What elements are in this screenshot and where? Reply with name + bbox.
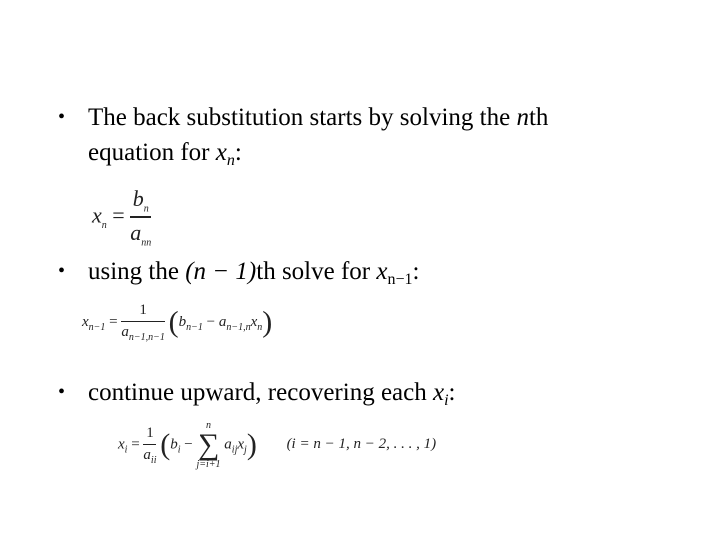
fraction: $\frac{1}{a_{ii}}$ [143,424,157,466]
fraction: $\frac{b_n}{a_{nn}}$ [130,186,152,249]
bullet-3-text: continue upward, recovering each $x_i$: [88,379,456,409]
bullet-marker: • [58,106,66,128]
equation-xn: $x_n$ = $\frac{b_n}{a_{nn}}$ [92,186,152,249]
bullet-marker: • [58,260,66,282]
equation-xi: $x_i$ = $\frac{1}{a_{ii}}$ ($b_i$ − n ∑ j=i+1 $a_{ij}x_j$) (i = n − 1, n − 2, . . . , 1) [118,420,437,470]
equation-xn-minus-1: $x_{n-1}$ = $\frac{1}{a_{n-1,n-1}}$ $(b_{n-1} - a_{n-1,n}x_n)$ [82,302,273,343]
summation: n ∑ j=i+1 [196,420,221,470]
index-range-note: (i = n − 1, n − 2, . . . , 1) [286,436,437,453]
fraction: $\frac{1}{a_{n-1,n-1}}$ [121,302,165,343]
bullet-marker: • [58,381,66,403]
bullet-2-text: using the (n − 1)th solve for $x_{n-1}$: [88,258,420,288]
bullet-1-text: The back substitution starts by solving the nth equation for $x_n$: [88,104,549,169]
